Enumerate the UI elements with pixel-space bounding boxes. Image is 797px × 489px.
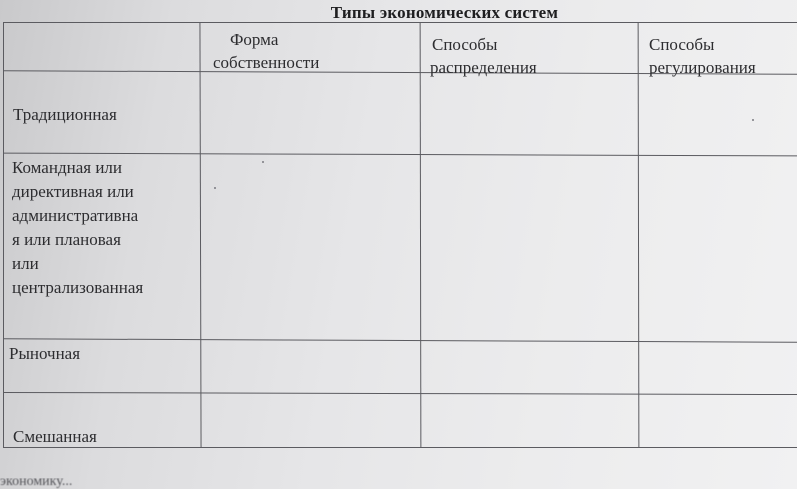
table-rule-left (3, 22, 4, 448)
row-label-mixed: Смешанная (13, 427, 97, 446)
economic-systems-table (0, 22, 797, 452)
table-rule-col2 (420, 22, 422, 448)
table-rule-bottom (3, 447, 797, 448)
row-label-command-line4: я или плановая (12, 230, 121, 249)
table-rule-row1 (3, 153, 797, 157)
table-rule-col3 (638, 22, 640, 448)
column-header-distribution-line2: распределения (430, 58, 537, 77)
column-header-regulation-line1: Способы (649, 35, 715, 54)
row-label-command-line2: директивная или (12, 182, 134, 201)
cropped-footer-text (0, 478, 797, 489)
row-label-command-line5: или (12, 254, 39, 273)
print-speck (214, 187, 216, 189)
table-title: Типы экономических систем (330, 3, 559, 22)
table-rule-top (3, 22, 797, 23)
row-label-traditional: Традиционная (13, 105, 117, 124)
row-label-command-line1: Командная или (12, 158, 122, 177)
column-header-regulation-line2: регулирования (649, 58, 756, 77)
table-rule-row3 (3, 392, 797, 395)
cropped-footer-text-line: экономику... (0, 478, 73, 489)
print-speck (752, 119, 754, 121)
row-label-command-line3: административна (12, 206, 139, 225)
table-rule-col1 (199, 22, 201, 448)
row-label-command-line6: централизованная (12, 278, 144, 297)
print-speck (262, 161, 264, 163)
row-label-market: Рыночная (9, 344, 81, 363)
column-header-ownership-line2: собственности (213, 53, 320, 72)
column-header-ownership-line1: Форма (230, 30, 279, 49)
column-header-distribution-line1: Способы (432, 35, 498, 54)
table-rule-row2 (3, 338, 797, 343)
